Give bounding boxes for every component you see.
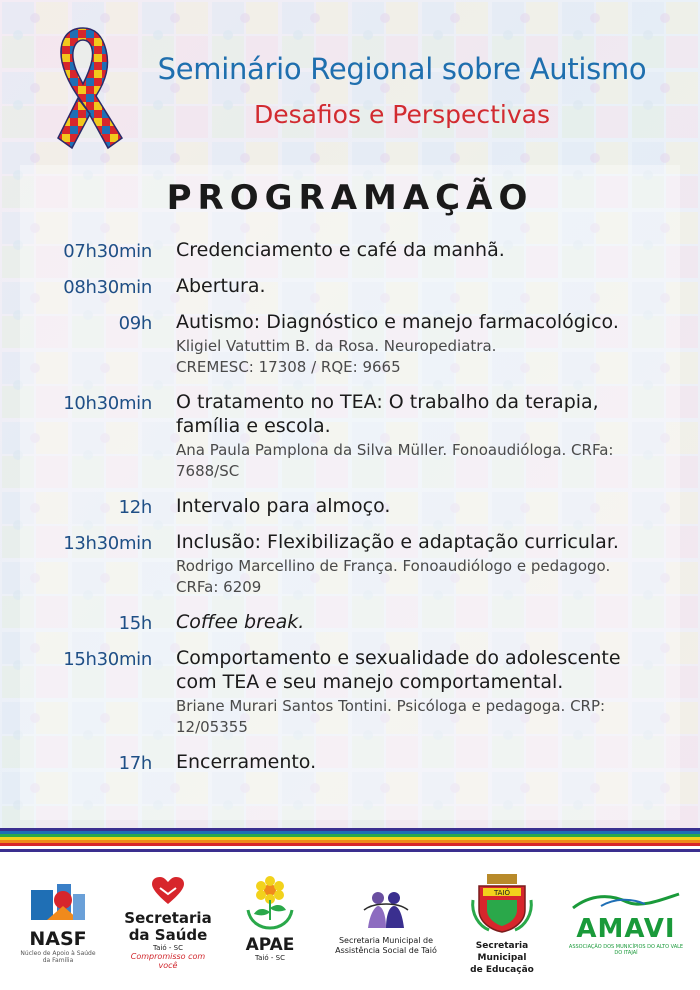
flower-hands-icon xyxy=(244,876,296,932)
assistencia-social-logo xyxy=(330,888,442,956)
autism-ribbon-icon xyxy=(38,22,128,158)
schedule-time: 08h30min xyxy=(63,277,152,298)
schedule-time: 09h xyxy=(118,313,152,334)
schedule-speaker: Ana Paula Pamplona da Silva Müller. Fonoaudióloga. CRFa: 7688/SC xyxy=(176,441,614,480)
color-stripes xyxy=(0,828,700,852)
amavi-subtitle: ASSOCIAÇÃO DOS MUNICÍPIOS DO ALTO VALE DO ITAJAÍ xyxy=(568,944,684,956)
schedule-time: 07h30min xyxy=(63,241,152,262)
schedule-row xyxy=(0,494,700,518)
schedule-talk: Comportamento e sexualidade do adolescente com TEA e seu manejo comportamental. xyxy=(176,647,621,693)
nasf-logo xyxy=(18,880,98,964)
municipal-crest-icon xyxy=(469,870,535,936)
amavi-logo xyxy=(568,890,684,956)
schedule-talk: Abertura. xyxy=(176,275,266,297)
amavi-waves-icon xyxy=(571,890,681,910)
saude-line1: Secretaria xyxy=(124,909,212,927)
schedule-time: 17h xyxy=(118,753,152,774)
schedule-row xyxy=(0,530,700,598)
heart-hands-icon xyxy=(150,876,186,906)
apae-name: APAE xyxy=(245,935,295,955)
schedule-talk: Inclusão: Flexibilização e adaptação curricular. xyxy=(176,531,619,553)
schedule-row xyxy=(0,390,700,482)
schedule-talk: Intervalo para almoço. xyxy=(176,495,391,517)
schedule-time: 13h30min xyxy=(63,533,152,554)
schedule-row xyxy=(0,238,700,262)
schedule-time: 15h xyxy=(118,613,152,634)
educacao-line2: de Educação xyxy=(470,965,534,975)
schedule-list xyxy=(0,238,700,786)
schedule-row xyxy=(0,646,700,738)
programacao-heading: PROGRAMAÇÃO xyxy=(166,178,534,218)
nasf-name: NASF xyxy=(29,928,87,950)
schedule-talk: Credenciamento e café da manhã. xyxy=(176,239,505,261)
assistencia-line1: Secretaria Municipal de xyxy=(338,936,434,945)
schedule-row xyxy=(0,310,700,378)
educacao-line1: Secretaria Municipal xyxy=(475,941,529,963)
saude-city: Taió - SC xyxy=(153,944,183,952)
seminar-title: Seminário Regional sobre Autismo xyxy=(157,52,647,86)
sponsor-footer xyxy=(0,852,700,990)
amavi-name: AMAVI xyxy=(576,914,676,944)
schedule-speaker: Kligiel Vatuttim B. da Rosa. Neuropediatra. CREMESC: 17308 / RQE: 9665 xyxy=(176,337,497,376)
educacao-logo xyxy=(452,870,552,976)
saude-line2: da Saúde xyxy=(128,926,208,944)
schedule-time: 15h30min xyxy=(63,649,152,670)
schedule-time: 12h xyxy=(118,497,152,518)
nasf-subtitle: Núcleo de Apoio à Saúde da Família xyxy=(20,950,96,964)
schedule-speaker: Rodrigo Marcellino de França. Fonoaudiólogo e pedagogo. CRFa: 6209 xyxy=(176,557,611,596)
apae-logo xyxy=(236,876,304,962)
seminar-subtitle: Desafios e Perspectivas xyxy=(253,100,551,129)
apae-city: Taió - SC xyxy=(255,954,285,962)
schedule-time: 10h30min xyxy=(63,393,152,414)
people-icon xyxy=(360,888,412,932)
schedule-talk: Encerramento. xyxy=(176,751,317,773)
schedule-talk: Coffee break. xyxy=(176,611,305,633)
schedule-row xyxy=(0,274,700,298)
secretaria-saude-logo xyxy=(122,876,214,970)
schedule-talk: Autismo: Diagnóstico e manejo farmacológico. xyxy=(176,311,619,333)
schedule-speaker: Briane Murari Santos Tontini. Psicóloga e pedagoga. CRP: 12/05355 xyxy=(176,697,606,736)
saude-slogan: Compromisso com você xyxy=(130,952,206,970)
schedule-row xyxy=(0,610,700,634)
crest-label: TAIÓ xyxy=(493,889,511,897)
schedule-row xyxy=(0,750,700,774)
nasf-icon xyxy=(27,880,89,924)
assistencia-line2: Assistência Social de Taió xyxy=(335,946,437,955)
schedule-talk: O tratamento no TEA: O trabalho da terapia, família e escola. xyxy=(176,391,599,437)
